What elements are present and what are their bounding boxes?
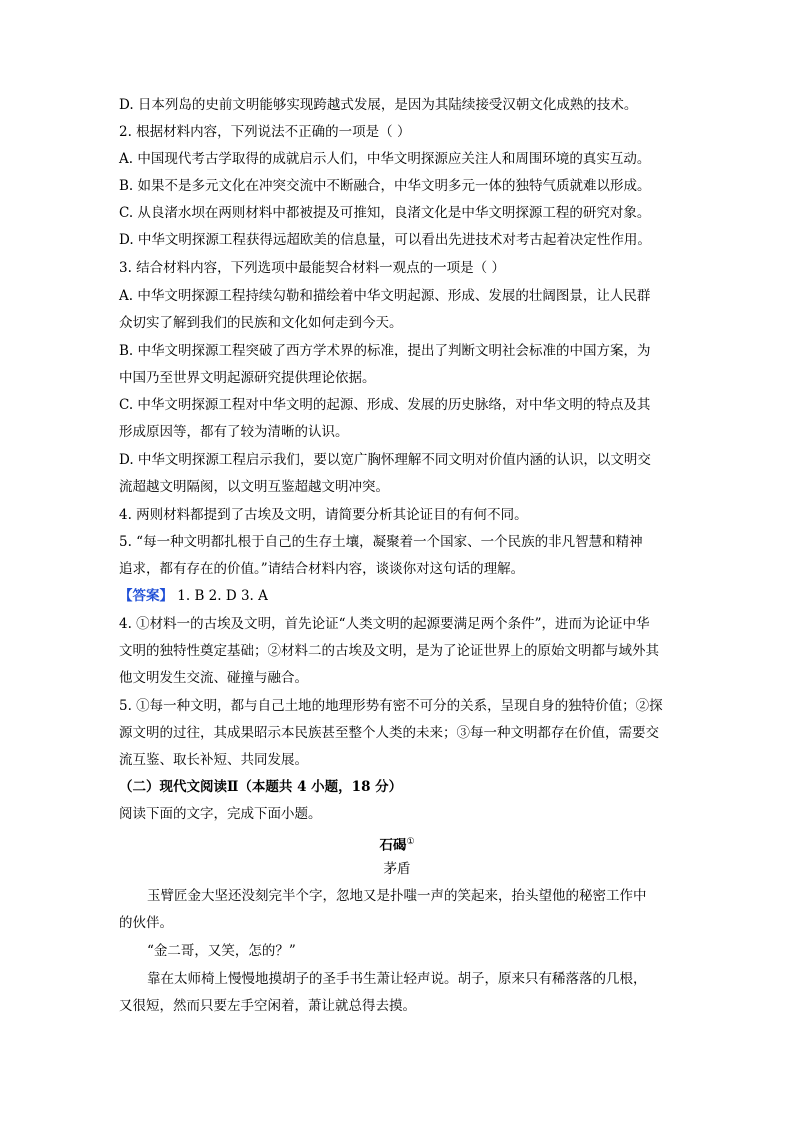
q2-stem: 2. 根据材料内容，下列说法不正确的一项是（ ）: [119, 124, 411, 140]
passage-paragraph-2: “金二哥，又笑，怎的？”: [147, 943, 296, 959]
answer-choices: 1. B 2. D 3. A: [177, 588, 268, 604]
footnote-marker: ①: [406, 837, 415, 847]
q3-option-d-line1: D. 中华文明探源工程启示我们，要以宽广胸怀理解不同文明对价值内涵的认识，以文明交: [119, 452, 651, 468]
q2-option-c: C. 从良渚水坝在两则材料中都被提及可推知，良渚文化是中华文明探源工程的研究对象。: [119, 205, 651, 221]
q2-option-d: D. 中华文明探源工程获得远超欧美的信息量，可以看出先进技术对考古起着决定性作用。: [119, 232, 651, 248]
q3-option-a-line2: 众切实了解到我们的民族和文化如何走到今天。: [119, 315, 403, 331]
q2-option-b: B. 如果不是多元文化在冲突交流中不断融合，中华文明多元一体的独特气质就难以形成。: [119, 178, 651, 194]
q5-stem-line1: 5. “每一种文明都扎根于自己的生存土壤，凝聚着一个国家、一个民族的非凡智慧和精神: [119, 534, 643, 550]
answer-4-line3: 他文明发生交流、碰撞与融合。: [119, 670, 308, 686]
q3-option-b-line1: B. 中华文明探源工程突破了西方学术界的标准，提出了判断文明社会标准的中国方案，为: [119, 343, 651, 359]
q3-option-c-line1: C. 中华文明探源工程对中华文明的起源、形成、发展的历史脉络，对中华文明的特点及其: [119, 397, 651, 413]
answer-5-line1: 5. ①每一种文明，都与自己土地的地理形势有密不可分的关系，呈现自身的独特价值；②探: [119, 698, 663, 714]
answer-5-line3: 流互鉴、取长补短、共同发展。: [119, 752, 308, 768]
passage-author: 茅盾: [383, 861, 411, 877]
passage-title-text: 石碣: [379, 837, 407, 854]
answer-choices-row: [119, 587, 679, 605]
section-heading: （二）现代文阅读Ⅱ（本题共 4 小题，18 分）: [119, 779, 403, 795]
q3-option-a-line1: A. 中华文明探源工程持续勾勒和描绘着中华文明起源、形成、发展的壮阔图景，让人民群: [119, 288, 651, 304]
passage-paragraph-3-line2: 又很短，然而只要左手空闲着，萧让就总得去摸。: [119, 998, 416, 1014]
q4-stem: 4. 两则材料都提到了古埃及文明，请简要分析其论证目的有何不同。: [119, 507, 528, 523]
q1-option-d: D. 日本列岛的史前文明能够实现跨越式发展，是因为其陆续接受汉朝文化成熟的技术。: [119, 97, 638, 113]
passage-title: [0, 833, 794, 855]
answer-label: 【答案】: [119, 588, 173, 604]
q5-stem-line2: 追求，都有存在的价值。”请结合材料内容，谈谈你对这句话的理解。: [119, 561, 525, 577]
q3-option-b-line2: 中国乃至世界文明起源研究提供理论依据。: [119, 370, 376, 386]
passage-paragraph-1-line2: 的伙伴。: [119, 915, 173, 931]
answer-4-line1: 4. ①材料一的古埃及文明，首先论证“人类文明的起源要满足两个条件”，进而为论证中华: [119, 616, 650, 632]
q3-stem: 3. 结合材料内容，下列选项中最能契合材料一观点的一项是（ ）: [119, 260, 505, 276]
q3-option-d-line2: 流超越文明隔阂，以文明互鉴超越文明冲突。: [119, 479, 389, 495]
reading-instruction: 阅读下面的文字，完成下面小题。: [119, 806, 322, 822]
answer-4-line2: 文明的独特性奠定基础；②材料二的古埃及文明，是为了论证世界上的原始文明都与域外其: [119, 643, 659, 659]
passage-paragraph-3-line1: 靠在太师椅上慢慢地摸胡子的圣手书生萧让轻声说。胡子，原来只有稀落落的几根，: [147, 971, 647, 987]
q2-option-a: A. 中国现代考古学取得的成就启示人们，中华文明探源应关注人和周围环境的真实互动。: [119, 151, 651, 167]
passage-paragraph-1-line1: 玉臂匠金大坚还没刻完半个字，忽地又是扑嗤一声的笑起来，抬头望他的秘密工作中: [147, 888, 647, 904]
q3-option-c-line2: 形成原因等，都有了较为清晰的认识。: [119, 424, 349, 440]
answer-5-line2: 源文明的过往，其成果昭示本民族甚至整个人类的未来；③每一种文明都存在价值，需要交: [119, 725, 659, 741]
